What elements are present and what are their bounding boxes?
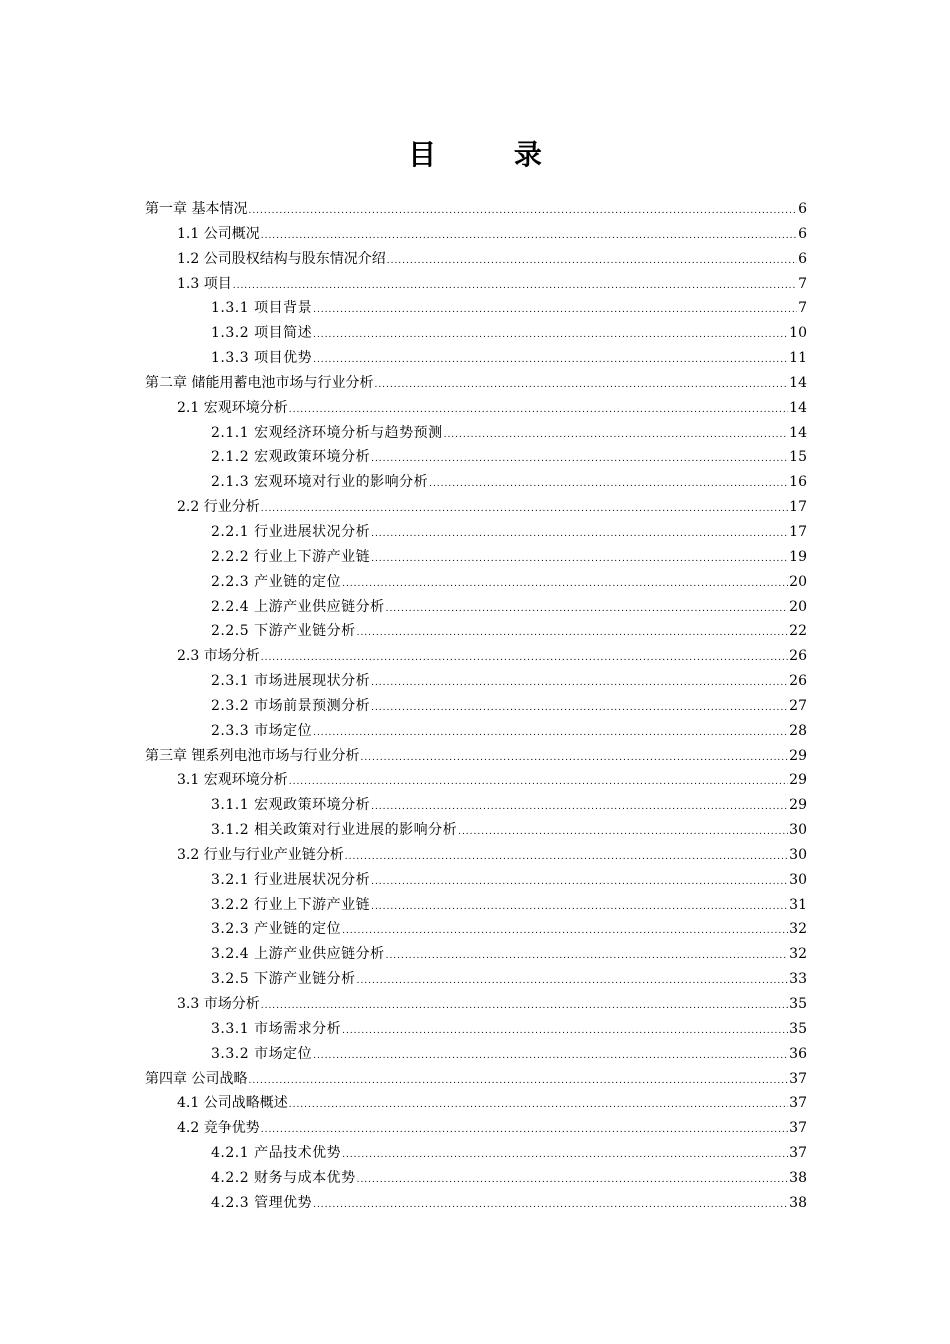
toc-dot-leader	[313, 721, 788, 746]
toc-dot-leader	[371, 547, 788, 572]
toc-dot-leader	[345, 845, 788, 870]
toc-entry[interactable]	[145, 396, 807, 421]
toc-dot-leader	[261, 1118, 788, 1143]
toc-dot-leader	[248, 199, 797, 224]
toc-entry[interactable]	[145, 570, 807, 595]
toc-page-number: 20	[789, 573, 807, 590]
toc-page-number: 6	[798, 225, 807, 242]
toc-entry-label: 2.2 行业分析	[177, 499, 260, 516]
toc-entry-label: 2.3.3 市场定位	[211, 722, 313, 739]
toc-entry[interactable]	[145, 421, 807, 446]
toc-entry-label: 第三章 锂系列电池市场与行业分析	[145, 747, 360, 764]
toc-entry[interactable]	[145, 843, 807, 868]
toc-entry[interactable]	[145, 321, 807, 346]
toc-dot-leader	[313, 1193, 788, 1218]
toc-dot-leader	[387, 249, 797, 274]
toc-entry[interactable]	[145, 619, 807, 644]
toc-entry[interactable]	[145, 967, 807, 992]
toc-entry[interactable]	[145, 669, 807, 694]
toc-entry-label: 3.2.4 上游产业供应链分析	[211, 946, 385, 963]
toc-entry[interactable]	[145, 346, 807, 371]
toc-dot-leader	[342, 919, 788, 944]
toc-entry-label: 1.3.1 项目背景	[211, 300, 313, 317]
toc-page-number: 6	[798, 250, 807, 267]
toc-dot-leader	[342, 572, 788, 597]
toc-entry[interactable]	[145, 495, 807, 520]
toc-entry-label: 4.2.1 产品技术优势	[211, 1145, 342, 1162]
toc-entry-label: 2.3.1 市场进展现状分析	[211, 673, 371, 690]
toc-entry-label: 2.2.1 行业进展状况分析	[211, 523, 371, 540]
toc-entry[interactable]	[145, 272, 807, 297]
toc-entry-label: 第一章 基本情况	[145, 201, 248, 217]
toc-entry[interactable]	[145, 595, 807, 620]
toc-dot-leader	[313, 323, 788, 348]
toc-entry[interactable]	[145, 1141, 807, 1166]
toc-page-number: 37	[789, 1120, 807, 1137]
toc-page-number: 10	[789, 325, 807, 342]
toc-entry-label: 3.1 宏观环境分析	[177, 772, 288, 789]
toc-entry[interactable]	[145, 942, 807, 967]
toc-dot-leader	[261, 497, 788, 522]
toc-entry-label: 4.1 公司战略概述	[177, 1095, 288, 1112]
toc-entry[interactable]	[145, 694, 807, 719]
toc-page-number: 15	[789, 449, 807, 466]
toc-dot-leader	[248, 1069, 788, 1094]
toc-page-number: 38	[789, 1169, 807, 1186]
toc-page-number: 30	[789, 871, 807, 888]
toc-dot-leader	[357, 1168, 789, 1193]
toc-page-number: 7	[798, 300, 807, 317]
toc-entry[interactable]	[145, 917, 807, 942]
toc-entry[interactable]	[145, 992, 807, 1017]
toc-page-number: 31	[789, 896, 807, 913]
toc-dot-leader	[386, 944, 789, 969]
toc-dot-leader	[458, 820, 788, 845]
toc-page-number: 37	[789, 1095, 807, 1112]
toc-entry-label: 2.1 宏观环境分析	[177, 399, 288, 416]
toc-entry-label: 3.1.1 宏观政策环境分析	[211, 797, 371, 814]
toc-page-number: 14	[789, 399, 807, 416]
toc-entry[interactable]	[145, 470, 807, 495]
toc-page-number: 38	[789, 1194, 807, 1211]
toc-dot-leader	[357, 621, 789, 646]
toc-page-number: 26	[789, 648, 807, 665]
toc-entry-label: 4.2 竞争优势	[177, 1120, 260, 1137]
toc-dot-leader	[261, 224, 797, 249]
toc-entry-label: 3.3.1 市场需求分析	[211, 1020, 342, 1037]
toc-entry-label: 2.2.5 下游产业链分析	[211, 623, 356, 640]
toc-page-number: 35	[789, 996, 807, 1012]
toc-entry-label: 3.2.5 下游产业链分析	[211, 971, 356, 988]
toc-entry-label: 1.1 公司概况	[177, 225, 260, 242]
toc-entry-label: 3.2.1 行业进展状况分析	[211, 871, 371, 888]
toc-dot-leader	[444, 423, 789, 448]
toc-entry-label: 2.3 市场分析	[177, 648, 260, 665]
toc-dot-leader	[342, 1019, 788, 1044]
toc-entry-label: 3.3 市场分析	[177, 996, 260, 1012]
toc-dot-leader	[429, 472, 788, 497]
toc-page-number: 26	[789, 673, 807, 690]
toc-dot-leader	[289, 1093, 788, 1118]
toc-entry[interactable]	[145, 1166, 807, 1191]
toc-entry-label: 2.2.3 产业链的定位	[211, 573, 342, 590]
toc-page-number: 27	[789, 697, 807, 714]
toc-dot-leader	[289, 770, 788, 795]
toc-page-number: 20	[789, 598, 807, 615]
toc-entry-label: 3.3.2 市场定位	[211, 1045, 313, 1062]
toc-dot-leader	[374, 373, 788, 398]
toc-entry[interactable]	[145, 1017, 807, 1042]
toc-dot-leader	[371, 447, 788, 472]
toc-dot-leader	[371, 522, 788, 547]
toc-page-number: 30	[789, 846, 807, 863]
toc-entry[interactable]	[145, 644, 807, 669]
toc-page-number: 17	[789, 523, 807, 540]
toc-dot-leader	[313, 298, 797, 323]
toc-page-number: 7	[798, 275, 807, 292]
toc-entry[interactable]	[145, 1116, 807, 1141]
toc-dot-leader	[371, 895, 788, 920]
toc-entry[interactable]	[145, 818, 807, 843]
toc-entry-label: 3.2.3 产业链的定位	[211, 921, 342, 938]
toc-entry[interactable]	[145, 222, 807, 247]
toc-page-number: 28	[789, 722, 807, 739]
toc-entry[interactable]	[145, 768, 807, 793]
toc-entry[interactable]	[145, 893, 807, 918]
toc-entry[interactable]	[145, 1042, 807, 1067]
toc-entry-label: 1.2 公司股权结构与股东情况介绍	[177, 250, 386, 267]
toc-entry[interactable]	[145, 1067, 807, 1092]
toc-page-number: 29	[789, 797, 807, 814]
table-of-contents	[145, 197, 807, 1216]
toc-dot-leader	[371, 671, 788, 696]
toc-dot-leader	[371, 696, 788, 721]
toc-page-number: 32	[789, 946, 807, 963]
toc-entry[interactable]	[145, 371, 807, 396]
toc-entry-label: 第四章 公司战略	[145, 1070, 248, 1087]
toc-entry-label: 2.2.2 行业上下游产业链	[211, 548, 371, 565]
toc-page-number: 19	[789, 548, 807, 565]
toc-dot-leader	[360, 746, 788, 771]
toc-entry[interactable]	[145, 868, 807, 893]
toc-page-number: 37	[789, 1145, 807, 1162]
toc-entry[interactable]	[145, 719, 807, 744]
toc-page-number: 11	[789, 350, 807, 367]
toc-dot-leader	[357, 969, 789, 994]
toc-dot-leader	[313, 1044, 788, 1069]
toc-entry-label: 3.2.2 行业上下游产业链	[211, 896, 371, 913]
toc-page-number: 30	[789, 822, 807, 839]
toc-entry-label: 3.1.2 相关政策对行业进展的影响分析	[211, 822, 458, 839]
toc-dot-leader	[289, 398, 788, 423]
toc-page-number: 16	[789, 474, 807, 491]
toc-entry-label: 第二章 储能用蓄电池市场与行业分析	[145, 374, 374, 391]
toc-page-number: 35	[789, 1020, 807, 1037]
toc-dot-leader	[261, 646, 788, 671]
toc-entry[interactable]	[145, 1191, 807, 1216]
toc-entry-label: 1.3.3 项目优势	[211, 350, 313, 367]
toc-page-number: 17	[789, 499, 807, 516]
toc-entry-label: 2.1.2 宏观政策环境分析	[211, 449, 371, 466]
toc-entry-label: 2.2.4 上游产业供应链分析	[211, 598, 385, 615]
toc-dot-leader	[371, 795, 788, 820]
toc-entry-label: 3.2 行业与行业产业链分析	[177, 846, 344, 863]
toc-entry-label: 2.1.1 宏观经济环境分析与趋势预测	[211, 424, 443, 441]
toc-entry-label: 4.2.3 管理优势	[211, 1194, 313, 1211]
toc-page-number: 22	[789, 623, 807, 640]
toc-entry-label: 4.2.2 财务与成本优势	[211, 1169, 356, 1186]
toc-entry[interactable]	[145, 197, 807, 222]
toc-title: 目 录	[408, 138, 576, 171]
toc-entry[interactable]	[145, 744, 807, 769]
toc-page-number: 33	[789, 971, 807, 988]
toc-dot-leader	[342, 1143, 788, 1168]
toc-entry[interactable]	[145, 296, 807, 321]
toc-page-number: 29	[789, 747, 807, 764]
toc-page-number: 14	[789, 374, 807, 391]
toc-page-number: 29	[789, 772, 807, 789]
toc-entry[interactable]	[145, 247, 807, 272]
toc-entry[interactable]	[145, 445, 807, 470]
toc-page-number: 14	[789, 424, 807, 441]
toc-dot-leader	[233, 274, 797, 299]
toc-entry-label: 1.3.2 项目简述	[211, 325, 313, 342]
toc-entry-label: 2.1.3 宏观环境对行业的影响分析	[211, 474, 429, 491]
toc-page-number: 36	[789, 1045, 807, 1062]
toc-page-number: 32	[789, 921, 807, 938]
toc-entry-label: 2.3.2 市场前景预测分析	[211, 697, 371, 714]
toc-entry-label: 1.3 项目	[177, 275, 232, 292]
toc-dot-leader	[313, 348, 788, 373]
toc-entry[interactable]	[145, 793, 807, 818]
toc-entry[interactable]	[145, 545, 807, 570]
toc-entry[interactable]	[145, 1091, 807, 1116]
toc-page-number: 37	[789, 1070, 807, 1087]
toc-entry[interactable]	[145, 520, 807, 545]
toc-dot-leader	[261, 994, 788, 1019]
toc-page-number: 6	[798, 201, 807, 217]
toc-dot-leader	[386, 597, 789, 622]
toc-dot-leader	[371, 870, 788, 895]
